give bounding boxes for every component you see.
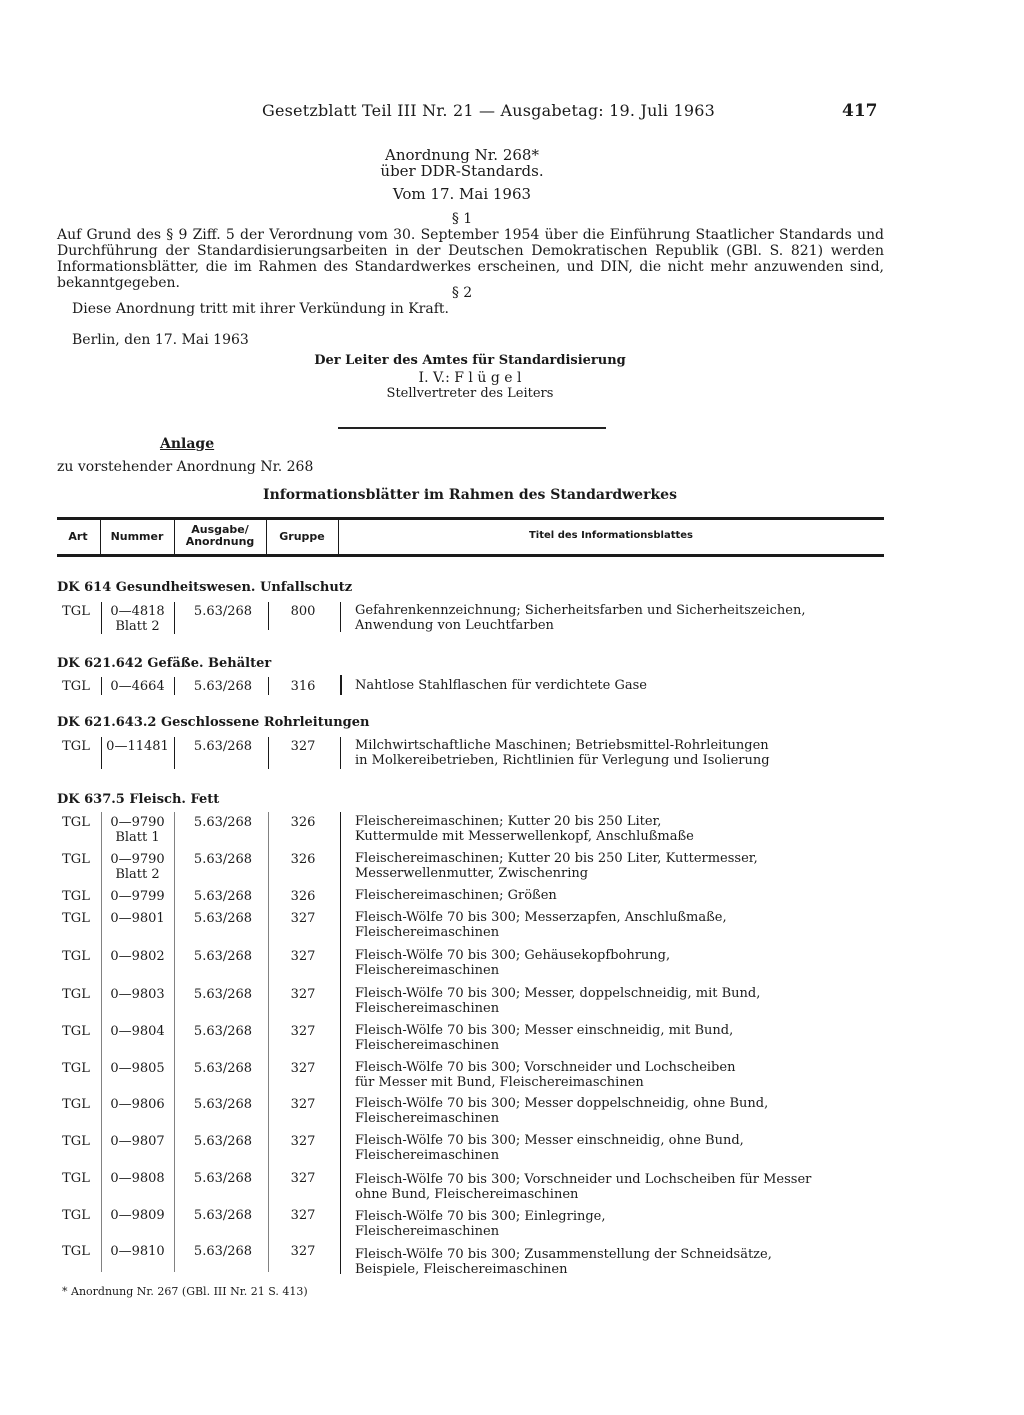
row-gruppe: 327 [290, 1244, 316, 1259]
row-ausgabe: 5.63/268 [193, 852, 253, 867]
row-gruppe: 327 [290, 1171, 316, 1186]
section-1-line: Informationsblätter, die im Rahmen des Standardwerkes erscheinen, und DIN, die nicht mehr anzuwenden sind, [57, 259, 884, 275]
row-titel: Fleisch-Wölfe 70 bis 300; Messerzapfen, Anschlußmaße, [355, 910, 727, 925]
row-titel-cont: Kuttermulde mit Messerwellenkopf, Anschlußmaße [355, 829, 694, 844]
column-header-titel: Titel des Informationsblattes [528, 530, 694, 541]
row-art: TGL [62, 1171, 90, 1186]
section-heading: DK 621.642 Gefäße. Behälter [57, 656, 272, 671]
row-art: TGL [62, 852, 90, 867]
place-date: Berlin, den 17. Mai 1963 [72, 332, 249, 348]
row-art: TGL [62, 1244, 90, 1259]
row-gruppe: 327 [290, 987, 316, 1002]
cell-divider [174, 602, 175, 634]
row-art: TGL [62, 987, 90, 1002]
row-nummer: 0—9790 [110, 815, 165, 830]
row-ausgabe: 5.63/268 [193, 1244, 253, 1259]
row-art: TGL [62, 1024, 90, 1039]
row-titel-cont: Fleischereimaschinen [355, 1148, 500, 1163]
row-gruppe: 327 [290, 1208, 316, 1223]
section-1-text [57, 227, 884, 291]
section-1-label: § 1 [451, 211, 473, 227]
section-heading: DK 614 Gesundheitswesen. Unfallschutz [57, 580, 353, 595]
row-art: TGL [62, 889, 90, 904]
row-art: TGL [62, 1061, 90, 1076]
row-titel: Fleisch-Wölfe 70 bis 300; Vorschneider und Lochscheiben für Messer [355, 1172, 812, 1187]
cell-divider [174, 677, 175, 695]
row-gruppe: 326 [290, 815, 316, 830]
table-title: Informationsblätter im Rahmen des Standardwerkes [263, 487, 677, 503]
row-titel: Fleisch-Wölfe 70 bis 300; Messer, doppelschneidig, mit Bund, [355, 986, 761, 1001]
row-art: TGL [62, 1208, 90, 1223]
column-header-art: Art [68, 530, 88, 543]
row-titel: Fleisch-Wölfe 70 bis 300; Vorschneider und Lochscheiben [355, 1060, 736, 1075]
cell-divider [174, 812, 175, 1272]
cell-divider [268, 737, 269, 769]
row-art: TGL [62, 1134, 90, 1149]
table-top-rule [57, 517, 884, 520]
row-titel-cont: für Messer mit Bund, Fleischereimaschinen [355, 1075, 644, 1090]
row-nummer: 0—9807 [110, 1134, 165, 1149]
page-number: 417 [842, 101, 878, 121]
row-nummer: 0—9810 [110, 1244, 165, 1259]
row-blatt: Blatt 2 [115, 867, 160, 882]
row-titel: Fleisch-Wölfe 70 bis 300; Zusammenstellung der Schneidsätze, [355, 1247, 772, 1262]
row-ausgabe: 5.63/268 [193, 1024, 253, 1039]
row-ausgabe: 5.63/268 [193, 889, 253, 904]
row-gruppe: 800 [290, 604, 316, 619]
annex-subheading: zu vorstehender Anordnung Nr. 268 [57, 459, 314, 475]
row-ausgabe: 5.63/268 [193, 1097, 253, 1112]
column-header-ausgabe-line2: Anordnung [185, 535, 255, 548]
row-gruppe: 327 [290, 911, 316, 926]
cell-divider [101, 812, 102, 1272]
cell-divider [101, 737, 102, 769]
footnote: * Anordnung Nr. 267 (GBl. III Nr. 21 S. 413) [62, 1285, 308, 1298]
column-header-ausgabe [174, 524, 266, 548]
row-ausgabe: 5.63/268 [193, 815, 253, 830]
row-art: TGL [62, 679, 90, 694]
cell-divider [340, 812, 341, 1274]
row-blatt: Blatt 1 [115, 830, 160, 845]
row-titel-cont: in Molkereibetrieben, Richtlinien für Verlegung und Isolierung [355, 753, 770, 768]
cell-divider [101, 602, 102, 634]
section-1-line: bekanntgegeben. [57, 275, 180, 291]
row-nummer: 0—9806 [110, 1097, 165, 1112]
document-date: Vom 17. Mai 1963 [392, 185, 532, 203]
row-titel-cont: Anwendung von Leuchtfarben [355, 618, 554, 633]
row-nummer: 0—9809 [110, 1208, 165, 1223]
row-ausgabe: 5.63/268 [193, 604, 253, 619]
row-art: TGL [62, 739, 90, 754]
row-nummer: 0—9805 [110, 1061, 165, 1076]
section-heading: DK 637.5 Fleisch. Fett [57, 792, 220, 807]
row-titel-cont: Fleischereimaschinen [355, 1111, 500, 1126]
row-titel-cont: Fleischereimaschinen [355, 925, 500, 940]
cell-divider [340, 737, 341, 769]
row-titel-cont: Fleischereimaschinen [355, 1038, 500, 1053]
section-2-text: Diese Anordnung tritt mit ihrer Verkündung in Kraft. [72, 301, 449, 317]
cell-divider [101, 677, 102, 695]
signatory-name: I. V.: F l ü g e l [418, 370, 522, 386]
signatory-title: Der Leiter des Amtes für Standardisierung [314, 353, 626, 368]
row-ausgabe: 5.63/268 [193, 1171, 253, 1186]
column-header-nummer: Nummer [110, 530, 164, 543]
row-gruppe: 316 [290, 679, 316, 694]
section-1-line: Durchführung der Standardisierungsarbeiten in der Deutschen Demokratischen Republik (GBl. S. 821) werden [57, 243, 884, 259]
row-nummer: 0—9808 [110, 1171, 165, 1186]
row-gruppe: 327 [290, 1097, 316, 1112]
row-art: TGL [62, 949, 90, 964]
row-titel: Fleisch-Wölfe 70 bis 300; Messer doppelschneidig, ohne Bund, [355, 1096, 769, 1111]
row-nummer: 0—11481 [106, 739, 169, 754]
row-titel: Fleisch-Wölfe 70 bis 300; Messer einschneidig, ohne Bund, [355, 1133, 744, 1148]
row-gruppe: 327 [290, 949, 316, 964]
column-header-ausgabe-line1: Ausgabe/ [191, 523, 249, 536]
cell-divider [174, 737, 175, 769]
row-nummer: 0—9804 [110, 1024, 165, 1039]
row-gruppe: 327 [290, 739, 316, 754]
row-art: TGL [62, 815, 90, 830]
row-titel: Fleischereimaschinen; Kutter 20 bis 250 Liter, Kuttermesser, [355, 851, 758, 866]
row-nummer: 0—9802 [110, 949, 165, 964]
row-ausgabe: 5.63/268 [193, 911, 253, 926]
row-ausgabe: 5.63/268 [193, 1134, 253, 1149]
cell-divider [340, 675, 342, 695]
row-titel-cont: ohne Bund, Fleischereimaschinen [355, 1187, 579, 1202]
row-titel-cont: Fleischereimaschinen [355, 1001, 500, 1016]
row-gruppe: 326 [290, 889, 316, 904]
row-gruppe: 326 [290, 852, 316, 867]
section-heading: DK 621.643.2 Geschlossene Rohrleitungen [57, 715, 370, 730]
document-title: Anordnung Nr. 268* [385, 146, 539, 164]
cell-divider [268, 677, 269, 695]
row-blatt: Blatt 2 [115, 619, 160, 634]
row-nummer: 0—9801 [110, 911, 165, 926]
row-titel-cont: Fleischereimaschinen [355, 963, 500, 978]
cell-divider [340, 602, 341, 632]
row-titel-cont: Messerwellenmutter, Zwischenring [355, 866, 589, 881]
row-nummer: 0—9790 [110, 852, 165, 867]
row-nummer: 0—4818 [110, 604, 165, 619]
row-titel: Nahtlose Stahlflaschen für verdichtete Gase [355, 678, 647, 693]
row-titel: Fleisch-Wölfe 70 bis 300; Messer einschneidig, mit Bund, [355, 1023, 734, 1038]
row-gruppe: 327 [290, 1024, 316, 1039]
column-header-gruppe: Gruppe [279, 530, 325, 543]
row-nummer: 0—9799 [110, 889, 165, 904]
row-ausgabe: 5.63/268 [193, 679, 253, 694]
annex-heading: Anlage [160, 436, 215, 452]
section-1-line: Auf Grund des § 9 Ziff. 5 der Verordnung vom 30. September 1954 über die Einführung Staatlicher Standards und [57, 227, 884, 243]
row-ausgabe: 5.63/268 [193, 1208, 253, 1223]
row-titel-cont: Beispiele, Fleischereimaschinen [355, 1262, 568, 1277]
signatory-role: Stellvertreter des Leiters [386, 386, 554, 401]
row-titel: Fleisch-Wölfe 70 bis 300; Gehäusekopfbohrung, [355, 948, 671, 963]
row-art: TGL [62, 604, 90, 619]
section-2-label: § 2 [451, 285, 473, 301]
row-nummer: 0—9803 [110, 987, 165, 1002]
row-titel: Fleisch-Wölfe 70 bis 300; Einlegringe, [355, 1209, 606, 1224]
document-subtitle: über DDR-Standards. [380, 162, 544, 180]
row-nummer: 0—4664 [110, 679, 165, 694]
row-gruppe: 327 [290, 1134, 316, 1149]
running-header: Gesetzblatt Teil III Nr. 21 — Ausgabetag: 19. Juli 1963 [262, 101, 716, 120]
row-ausgabe: 5.63/268 [193, 987, 253, 1002]
row-titel: Gefahrenkennzeichnung; Sicherheitsfarben und Sicherheitszeichen, [355, 603, 806, 618]
cell-divider [268, 812, 269, 1272]
row-art: TGL [62, 1097, 90, 1112]
row-ausgabe: 5.63/268 [193, 739, 253, 754]
row-ausgabe: 5.63/268 [193, 1061, 253, 1076]
cell-divider [268, 602, 269, 630]
table-header-bottom-rule [57, 554, 884, 557]
row-gruppe: 327 [290, 1061, 316, 1076]
row-titel: Fleischereimaschinen; Größen [355, 888, 557, 903]
row-titel-cont: Fleischereimaschinen [355, 1224, 500, 1239]
row-ausgabe: 5.63/268 [193, 949, 253, 964]
row-titel: Fleischereimaschinen; Kutter 20 bis 250 Liter, [355, 814, 662, 829]
row-art: TGL [62, 911, 90, 926]
row-titel: Milchwirtschaftliche Maschinen; Betriebsmittel-Rohrleitungen [355, 738, 769, 753]
signature-divider [338, 427, 606, 429]
